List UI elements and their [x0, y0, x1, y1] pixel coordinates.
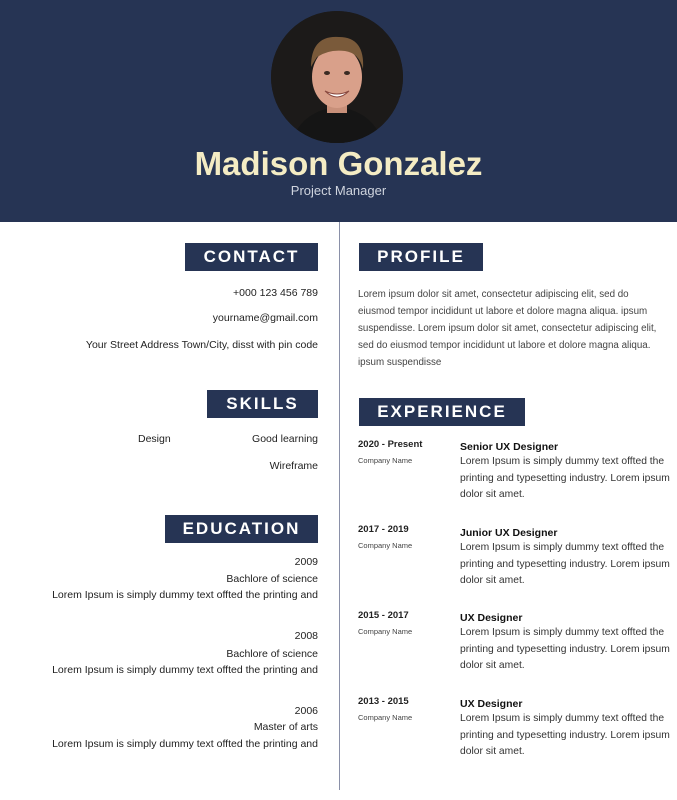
header-banner [0, 0, 677, 222]
job-dates: 2020 - Present [358, 439, 423, 450]
job-title: Junior UX Designer [460, 527, 558, 539]
education-desc: Lorem Ipsum is simply dummy text offted the printing and [52, 664, 318, 676]
person-name: Madison Gonzalez [194, 145, 483, 182]
profile-text: Lorem ipsum dolor sit amet, consectetur adipiscing elit, sed do eiusmod tempor incididunt ut labore et dolore magna aliqua. ipsum suspendisse. Lorem ipsum dolor sit amet, consectetur adipiscing elit, sed do eiusmod tempor incididunt ut labore et dolore magna aliqua. ipsum suspendisse [358, 289, 657, 368]
education-year: 2009 [294, 556, 318, 568]
job-company: Company Name [358, 541, 413, 550]
job-desc: Lorem Ipsum is simply dummy text offted the printing and typesetting industry. Lorem ipsum dolor sit amet. [460, 627, 670, 671]
job-company: Company Name [358, 713, 413, 722]
job-title: Senior UX Designer [460, 441, 559, 453]
contact-address: Your Street Address Town/City, disst with pin code [85, 339, 318, 351]
job-dates: 2017 - 2019 [358, 524, 409, 535]
skill-item: Good learning [252, 433, 318, 445]
education-desc: Lorem Ipsum is simply dummy text offted the printing and [52, 589, 318, 601]
education-degree: Bachlore of science [226, 573, 318, 585]
skill-item: Design [138, 433, 171, 445]
job-company: Company Name [358, 627, 413, 636]
education-year: 2006 [294, 705, 318, 717]
experience-heading: EXPERIENCE [359, 398, 525, 426]
column-divider [339, 222, 340, 790]
job-desc: Lorem Ipsum is simply dummy text offted the printing and typesetting industry. Lorem ipsum dolor sit amet. [460, 456, 670, 500]
job-title: UX Designer [460, 612, 523, 624]
job-title: UX Designer [460, 698, 523, 710]
job-desc: Lorem Ipsum is simply dummy text offted the printing and typesetting industry. Lorem ipsum dolor sit amet. [460, 713, 670, 757]
profile-heading: PROFILE [359, 243, 483, 271]
contact-email: yourname@gmail.com [212, 312, 318, 324]
contact-phone: +000 123 456 789 [233, 287, 318, 299]
job-desc: Lorem Ipsum is simply dummy text offted the printing and typesetting industry. Lorem ipsum dolor sit amet. [460, 542, 670, 586]
job-dates: 2015 - 2017 [358, 610, 409, 621]
education-desc: Lorem Ipsum is simply dummy text offted the printing and [52, 738, 318, 750]
education-degree: Bachlore of science [226, 648, 318, 660]
job-dates: 2013 - 2015 [358, 696, 409, 707]
job-company: Company Name [358, 456, 413, 465]
education-degree: Master of arts [253, 721, 318, 733]
skill-item: Wireframe [269, 460, 318, 472]
contact-heading: CONTACT [185, 243, 318, 271]
education-heading: EDUCATION [165, 515, 318, 543]
profile-photo [271, 11, 403, 143]
person-title: Project Manager [290, 183, 387, 198]
education-year: 2008 [294, 630, 318, 642]
skills-heading: SKILLS [207, 390, 318, 418]
